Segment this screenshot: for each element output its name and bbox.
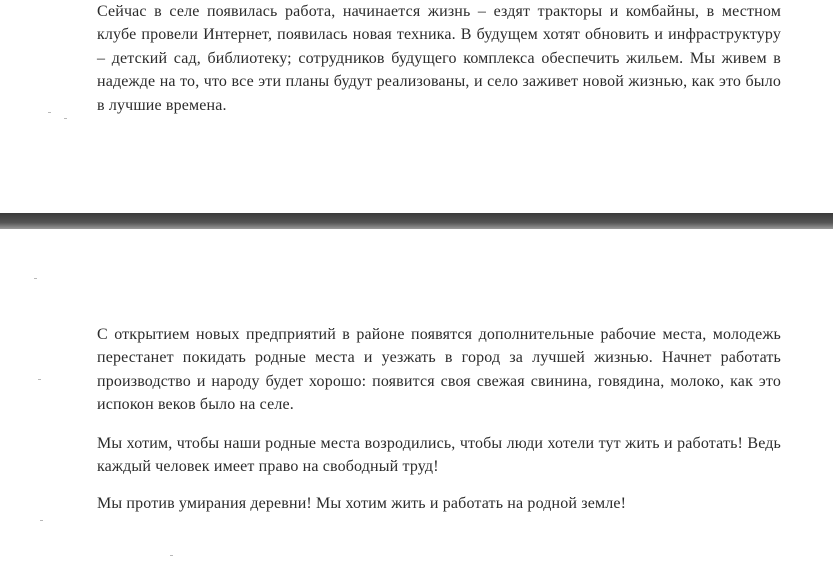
paragraph-village-work: Сейчас в селе появилась работа, начинается жизнь – ездят тракторы и комбайны, в местном клубе провели Интернет, появилась новая техника. В будущем хотят обновить и инфраструктуру – детский сад, библиотеку; сотрудников будущего комплекса обеспечить жильем. Мы живем в надежде на то, что все эти планы будут реализованы, и село заживет новой жизнью, как это было в лучшие времена. — [97, 3, 781, 114]
scan-noise — [40, 520, 43, 521]
document-page-top — [0, 0, 833, 213]
scan-noise — [34, 278, 37, 279]
scan-noise — [64, 118, 67, 119]
scan-noise — [48, 112, 51, 113]
paragraph-against-dying-village: Мы против умирания деревни! Мы хотим жить и работать на родной земле! — [97, 495, 627, 512]
paragraph-new-enterprises: С открытием новых предприятий в районе появятся дополнительные рабочие места, молодежь перестанет покидать родные места и уезжать в город за лучшей жизнью. Начнет работать производство и народу будет хорошо: появится своя свежая свинина, говядина, молоко, как это испокон веков было на селе. — [97, 326, 781, 414]
paragraph-revival: Мы хотим, чтобы наши родные места возродились, чтобы люди хотели тут жить и работать! Ведь каждый человек имеет право на свободный труд! — [97, 435, 781, 476]
scan-noise — [38, 379, 41, 380]
scan-noise — [170, 555, 173, 556]
page-separator — [0, 213, 833, 229]
